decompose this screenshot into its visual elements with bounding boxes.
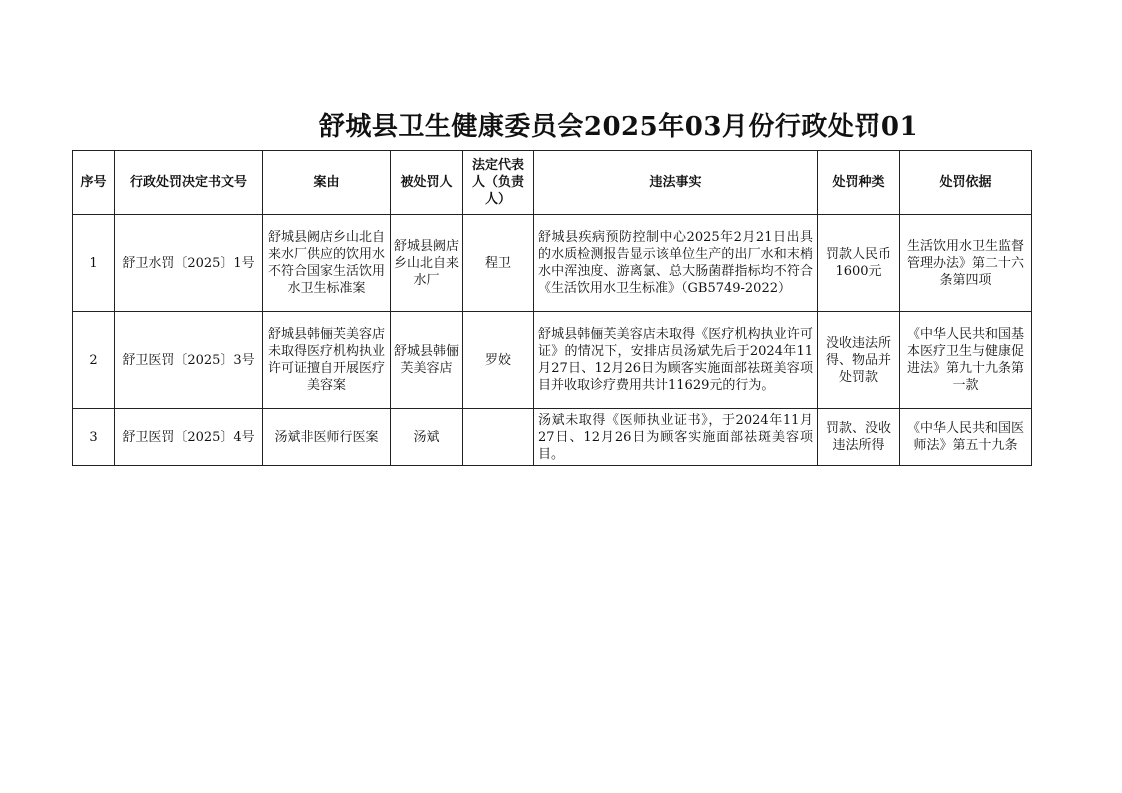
cell-facts: 舒城县韩俪芙美容店未取得《医疗机构执业许可证》的情况下，安排店员汤斌先后于2024年11月27日、12月26日为顾客实施面部祛斑美容项目并收取诊疗费用共计11629元的行为。 [534,312,818,409]
cell-penalty-type: 罚款人民币1600元 [818,215,900,312]
cell-party: 舒城县阙店乡山北自来水厂 [391,215,463,312]
cell-facts: 汤斌未取得《医师执业证书》，于2024年11月27日、12月26日为顾客实施面部祛斑美容项目。 [534,409,818,466]
cell-no: 3 [73,409,115,466]
cell-representative: 罗姣 [463,312,534,409]
cell-representative: 程卫 [463,215,534,312]
header-party: 被处罚人 [391,151,463,215]
cell-doc-no: 舒卫医罚〔2025〕3号 [115,312,263,409]
cell-party: 舒城县韩俪芙美容店 [391,312,463,409]
cell-no: 1 [73,215,115,312]
cell-facts: 舒城县疾病预防控制中心2025年2月21日出具的水质检测报告显示该单位生产的出厂水和末梢水中浑浊度、游离氯、总大肠菌群指标均不符合《生活饮用水卫生标准》（GB5749-2022） [534,215,818,312]
header-basis: 处罚依据 [900,151,1032,215]
header-doc-no: 行政处罚决定书文号 [115,151,263,215]
header-penalty-type: 处罚种类 [818,151,900,215]
cell-basis: 《中华人民共和国医师法》第五十九条 [900,409,1032,466]
header-no: 序号 [73,151,115,215]
cell-no: 2 [73,312,115,409]
cell-basis: 生活饮用水卫生监督管理办法》第二十六条第四项 [900,215,1032,312]
cell-penalty-type: 罚款、没收违法所得 [818,409,900,466]
cell-doc-no: 舒卫医罚〔2025〕4号 [115,409,263,466]
cell-penalty-type: 没收违法所得、物品并处罚款 [818,312,900,409]
cell-cause: 舒城县韩俪芙美容店未取得医疗机构执业许可证擅自开展医疗美容案 [263,312,391,409]
table-row [73,312,1032,409]
header-cause: 案由 [263,151,391,215]
header-representative: 法定代表人（负责人） [463,151,534,215]
cell-party: 汤斌 [391,409,463,466]
document-title: 舒城县卫生健康委员会2025年03月份行政处罚01 [318,112,919,142]
header-facts: 违法事实 [534,151,818,215]
penalty-table [72,150,1032,466]
cell-cause: 舒城县阙店乡山北自来水厂供应的饮用水不符合国家生活饮用水卫生标准案 [263,215,391,312]
table-row [73,215,1032,312]
cell-cause: 汤斌非医师行医案 [263,409,391,466]
table-row [73,409,1032,466]
cell-doc-no: 舒卫水罚〔2025〕1号 [115,215,263,312]
cell-representative [463,409,534,466]
table-header-row [73,151,1032,215]
cell-basis: 《中华人民共和国基本医疗卫生与健康促进法》第九十九条第一款 [900,312,1032,409]
